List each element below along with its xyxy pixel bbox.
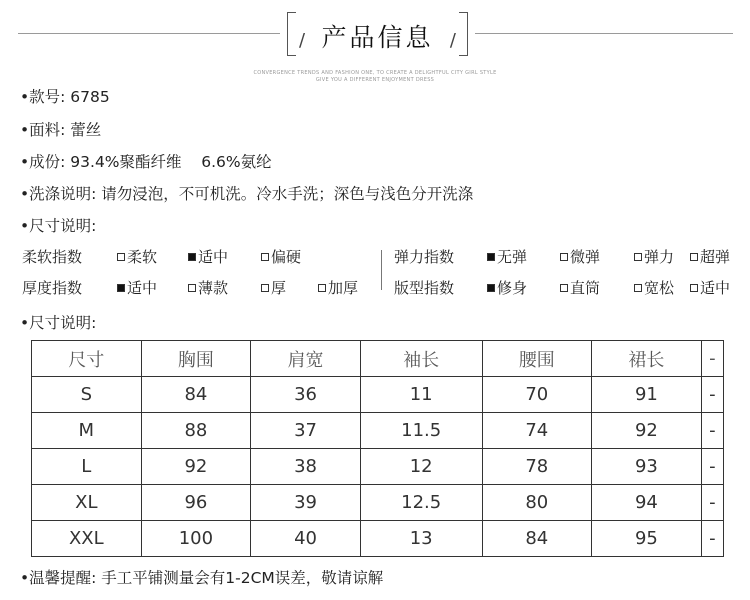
table-cell: 74	[482, 413, 592, 449]
table-cell: M	[32, 413, 142, 449]
table-cell: 80	[482, 485, 592, 521]
table-cell: 12	[360, 449, 482, 485]
table-cell: 96	[141, 485, 251, 521]
header-subtitle-1: CONVERGENCE TRENDS AND FASHION ONE, TO CREATE A DELIGHTFUL CITY GIRL STYLE	[253, 70, 497, 76]
option-thickness-medium: 适中	[117, 277, 157, 298]
table-cell: 94	[592, 485, 702, 521]
checkbox-icon	[634, 284, 642, 292]
table-row	[32, 521, 724, 557]
table-cell: 12.5	[360, 485, 482, 521]
option-thickness-thick: 厚	[261, 277, 286, 298]
table-cell: -	[701, 413, 723, 449]
checkbox-icon	[318, 284, 326, 292]
checkbox-icon	[261, 284, 269, 292]
table-cell: 11.5	[360, 413, 482, 449]
table-row	[32, 377, 724, 413]
checkbox-icon	[117, 253, 125, 261]
option-softness-medium: 适中	[188, 246, 228, 267]
index-label-fit: 版型指数	[394, 279, 455, 297]
checkbox-icon	[261, 253, 269, 261]
table-cell: 88	[141, 413, 251, 449]
option-softness-hard: 偏硬	[261, 246, 301, 267]
index-label-thickness: 厚度指数	[22, 279, 83, 297]
table-header-cell: 肩宽	[251, 341, 361, 377]
table-cell: 78	[482, 449, 592, 485]
table-cell: 70	[482, 377, 592, 413]
info-washing: •洗涤说明: 请勿浸泡，不可机洗。冷水手洗；深色与浅色分开洗涤	[20, 185, 474, 203]
footer-note: •温馨提醒: 手工平铺测量会有1-2CM误差，敬请谅解	[20, 569, 384, 587]
table-cell: 92	[592, 413, 702, 449]
table-cell: -	[701, 485, 723, 521]
option-fit-straight: 直筒	[560, 277, 600, 298]
option-elasticity-none: 无弹	[487, 246, 527, 267]
table-cell: 84	[141, 377, 251, 413]
table-row	[32, 485, 724, 521]
checkbox-icon	[560, 253, 568, 261]
checkbox-icon	[690, 253, 698, 261]
slash-left-icon: /	[299, 30, 306, 51]
checkbox-checked-icon	[487, 284, 495, 292]
option-thickness-thin: 薄款	[188, 277, 228, 298]
table-header-cell: 袖长	[360, 341, 482, 377]
option-elasticity-slight: 微弹	[560, 246, 600, 267]
header-title-box	[287, 12, 468, 56]
option-elasticity-stretch: 弹力	[634, 246, 674, 267]
option-thickness-extra-thick: 加厚	[318, 277, 358, 298]
option-fit-loose: 宽松	[634, 277, 674, 298]
table-cell: 39	[251, 485, 361, 521]
checkbox-icon	[188, 284, 196, 292]
size-table-heading: •尺寸说明:	[20, 314, 97, 332]
checkbox-icon	[690, 284, 698, 292]
table-header-cell: 裙长	[592, 341, 702, 377]
table-header-cell: 尺寸	[32, 341, 142, 377]
option-softness-soft: 柔软	[117, 246, 157, 267]
table-cell: 84	[482, 521, 592, 557]
header-line-right	[475, 33, 733, 34]
info-fabric: •面料: 蕾丝	[20, 121, 102, 139]
page-title: 产品信息	[321, 23, 434, 52]
info-size-heading: •尺寸说明:	[20, 217, 97, 235]
table-cell: 37	[251, 413, 361, 449]
option-fit-medium: 适中	[690, 277, 730, 298]
index-label-softness: 柔软指数	[22, 248, 83, 266]
info-composition: •成份: 93.4%聚酯纤维 6.6%氨纶	[20, 153, 272, 171]
table-row	[32, 413, 724, 449]
table-cell: -	[701, 449, 723, 485]
table-cell: 100	[141, 521, 251, 557]
table-header-cell: 胸围	[141, 341, 251, 377]
table-header-cell: 腰围	[482, 341, 592, 377]
checkbox-icon	[560, 284, 568, 292]
table-cell: 11	[360, 377, 482, 413]
checkbox-checked-icon	[188, 253, 196, 261]
header-subtitle-2: GIVE YOU A DIFFERENT ENJOYMENT DRESS	[315, 77, 435, 83]
checkbox-checked-icon	[487, 253, 495, 261]
table-header-row	[32, 341, 724, 377]
slash-right-icon: /	[449, 30, 456, 51]
table-cell: 36	[251, 377, 361, 413]
table-cell: 95	[592, 521, 702, 557]
table-cell: 93	[592, 449, 702, 485]
table-cell: L	[32, 449, 142, 485]
header-line-left	[18, 33, 280, 34]
info-style-no: •款号: 6785	[20, 88, 110, 106]
table-cell: 40	[251, 521, 361, 557]
index-label-elasticity: 弹力指数	[394, 248, 455, 266]
option-elasticity-super: 超弹	[690, 246, 730, 267]
option-fit-slim: 修身	[487, 277, 527, 298]
table-cell: 38	[251, 449, 361, 485]
table-cell: 13	[360, 521, 482, 557]
table-cell: 91	[592, 377, 702, 413]
checkbox-checked-icon	[117, 284, 125, 292]
index-divider	[381, 250, 382, 290]
table-cell: XL	[32, 485, 142, 521]
table-cell: S	[32, 377, 142, 413]
table-row	[32, 449, 724, 485]
table-header-cell: -	[701, 341, 723, 377]
table-cell: 92	[141, 449, 251, 485]
table-cell: -	[701, 377, 723, 413]
table-cell: -	[701, 521, 723, 557]
table-cell: XXL	[32, 521, 142, 557]
size-table	[31, 340, 724, 557]
checkbox-icon	[634, 253, 642, 261]
